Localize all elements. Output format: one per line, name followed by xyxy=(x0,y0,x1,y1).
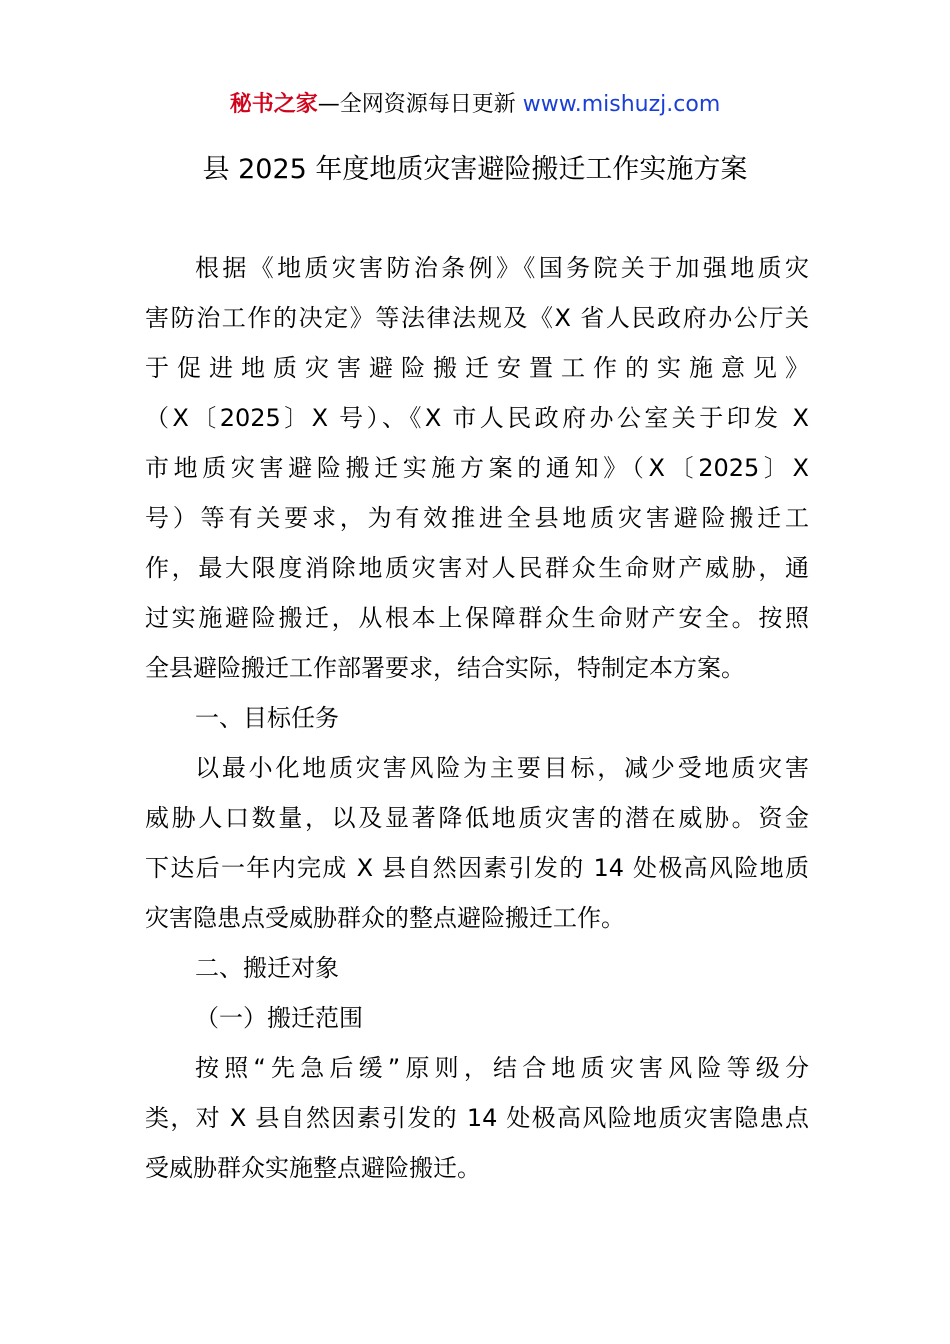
text-line: 威胁人口数量，以及显著降低地质灾害的潜在威胁。资金 xyxy=(145,804,809,832)
text-line: 根据《地质灾害防治条例》《国务院关于加强地质灾 xyxy=(195,254,809,282)
text-line: 号）等有关要求，为有效推进全县地质灾害避险搬迁工 xyxy=(145,504,809,532)
text-line: 市地质灾害避险搬迁实施方案的通知》（X〔2025〕X xyxy=(145,454,809,482)
heading-line: 一、目标任务 xyxy=(195,704,339,732)
text-line: 作，最大限度消除地质灾害对人民群众生命财产威胁，通 xyxy=(145,554,809,582)
document-body xyxy=(145,243,809,1193)
text-line: 于促进地质灾害避险搬迁安置工作的实施意见》 xyxy=(145,354,809,382)
site-header xyxy=(0,88,950,122)
text-line: 受威胁群众实施整点避险搬迁。 xyxy=(145,1154,481,1182)
text-line: 类，对 X 县自然因素引发的 14 处极高风险地质灾害隐患点 xyxy=(145,1104,809,1132)
paragraph-targets xyxy=(145,743,809,943)
document-title: 县 2025 年度地质灾害避险搬迁工作实施方案 xyxy=(202,154,748,185)
text-line: 全县避险搬迁工作部署要求，结合实际，特制定本方案。 xyxy=(145,654,745,682)
text-line: 下达后一年内完成 X 县自然因素引发的 14 处极高风险地质 xyxy=(145,854,809,882)
text-line: 以最小化地质灾害风险为主要目标，减少受地质灾害 xyxy=(195,754,809,782)
section-heading-targets xyxy=(145,693,809,743)
subsection-heading-scope xyxy=(145,993,809,1043)
paragraph-scope xyxy=(145,1043,809,1193)
text-line: 害防治工作的决定》等法律法规及《X 省人民政府办公厅关 xyxy=(145,304,809,332)
text-line: 过实施避险搬迁，从根本上保障群众生命财产安全。按照 xyxy=(145,604,809,632)
site-url-link[interactable]: www.mishuzj.com xyxy=(522,92,721,117)
text-line: （X〔2025〕X 号）、《X 市人民政府办公室关于印发 X xyxy=(145,404,809,432)
site-tagline: —全网资源每日更新 xyxy=(317,92,523,117)
site-brand: 秘书之家 xyxy=(229,92,318,117)
heading-line: 二、搬迁对象 xyxy=(195,954,339,982)
text-line: 按照“先急后缓”原则，结合地质灾害风险等级分 xyxy=(195,1054,809,1082)
text-line: 灾害隐患点受威胁群众的整点避险搬迁工作。 xyxy=(145,904,625,932)
heading-line: （一）搬迁范围 xyxy=(195,1004,363,1032)
paragraph-preamble xyxy=(145,243,809,693)
section-heading-relocation-objects xyxy=(145,943,809,993)
